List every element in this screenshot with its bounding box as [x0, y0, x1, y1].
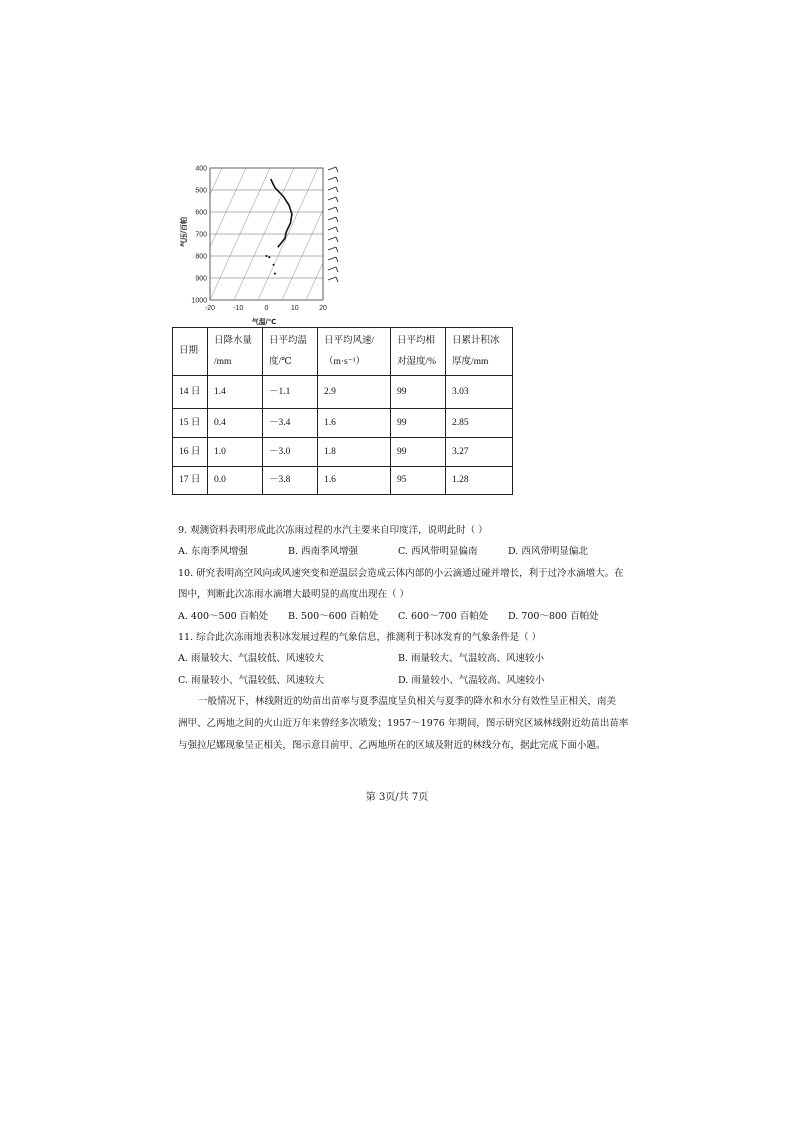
- table-cell: －3.0: [263, 438, 318, 467]
- data-dot: [268, 256, 270, 258]
- y-tick-label: 500: [195, 187, 207, 195]
- x-tick-label: -20: [204, 305, 216, 312]
- table-cell: －1.1: [263, 376, 318, 409]
- table-cell: 95: [391, 467, 446, 495]
- wind-barb: [328, 227, 338, 232]
- chart-x-ticks: [205, 305, 327, 312]
- header-cell-ice: 日累计积冰 厚度/mm: [446, 328, 513, 376]
- wind-barb: [328, 167, 338, 172]
- header-cell-date: 日期: [173, 328, 208, 376]
- table-cell: 2.9: [318, 376, 391, 409]
- table-cell: 2.85: [446, 409, 513, 438]
- table-cell: 14 日: [173, 376, 208, 409]
- table-cell: 1.0: [208, 438, 263, 467]
- table-cell: 1.4: [208, 376, 263, 409]
- table-cell: 0.0: [208, 467, 263, 495]
- question-11-option-a: A. 雨量较大、气温较低、风速较大: [178, 653, 324, 664]
- table-cell: －3.8: [263, 467, 318, 495]
- wind-barb: [328, 217, 338, 222]
- data-dot: [273, 264, 275, 266]
- wind-barbs: [266, 167, 339, 282]
- header-cell-precip: 日降水量 /mm: [208, 328, 263, 376]
- wind-barb: [328, 267, 338, 272]
- table-cell: 3.03: [446, 376, 513, 409]
- chart-x-axis-label: 气温/℃: [251, 319, 277, 326]
- wind-barb: [328, 187, 338, 192]
- x-tick-label: 20: [319, 305, 327, 312]
- y-tick-label: 800: [195, 253, 207, 261]
- wind-barb: [328, 237, 338, 242]
- passage-line-3: 与强拉尼娜现象呈正相关，图示意目前甲、乙两地所在的区域及附近的林线分布，据此完成下面小题。: [178, 740, 606, 751]
- table-cell: －3.4: [263, 409, 318, 438]
- y-tick-label: 700: [195, 231, 207, 239]
- x-tick-label: 10: [290, 305, 299, 312]
- question-11-option-c: C. 雨量较小、气温较低、风速较大: [178, 675, 324, 686]
- chart-y-axis-label: 气压/百帕: [181, 217, 188, 247]
- data-dot: [274, 273, 276, 275]
- passage-line-2: 洲甲、乙两地之间的火山近万年来曾经多次喷发；1957～1976 年期间，图示研究区域林线附近幼苗出苗率: [178, 718, 629, 729]
- question-9-option-c: C. 西风带明显偏南: [398, 546, 478, 557]
- passage-line-1: 一般情况下，林线附近的幼苗出苗率与夏季温度呈负相关与夏季的降水和水分有效性呈正相关，南美: [198, 696, 617, 707]
- header-cell-humidity: 日平均相 对湿度/%: [391, 328, 446, 376]
- wind-barb: [328, 207, 338, 212]
- table-cell: 1.28: [446, 467, 513, 495]
- question-10-option-b: B. 500～600 百帕处: [288, 611, 379, 622]
- table-cell: 99: [391, 409, 446, 438]
- table-cell: 1.6: [318, 467, 391, 495]
- table-row: [173, 438, 513, 467]
- y-tick-label: 600: [195, 209, 207, 217]
- question-9-option-d: D. 西风带明显偏北: [508, 546, 588, 557]
- question-10-option-a: A. 400～500 百帕处: [178, 611, 269, 622]
- question-10-stem-line1: 10. 研究表明高空风向或风速突变和逆温层会造成云体内部的小云滴通过碰并增长，利于过冷水滴增大。在: [178, 568, 624, 579]
- question-10-option-c: C. 600～700 百帕处: [398, 611, 489, 622]
- page-footer: 第 3页/共 7页: [365, 792, 429, 803]
- table-cell: 99: [391, 376, 446, 409]
- wind-barb: [328, 197, 338, 202]
- question-10-option-d: D. 700～800 百帕处: [508, 611, 599, 622]
- data-dot: [266, 255, 268, 257]
- weather-data-table: [172, 327, 513, 495]
- header-cell-temp: 日平均温 度/℃: [263, 328, 318, 376]
- question-9-option-a: A. 东南季风增强: [178, 546, 248, 557]
- temperature-profile-line: [271, 179, 292, 247]
- question-11-option-b: B. 雨量较大、气温较高、风速较小: [398, 653, 545, 664]
- wind-barb: [328, 177, 338, 182]
- chart-grid: [210, 168, 323, 300]
- table-row: [173, 376, 513, 409]
- table-cell: 3.27: [446, 438, 513, 467]
- wind-barb: [328, 257, 338, 262]
- wind-barb: [328, 277, 338, 282]
- x-tick-label: -10: [233, 305, 244, 312]
- wind-barb: [328, 247, 338, 252]
- table-row: [173, 409, 513, 438]
- table-cell: 15 日: [173, 409, 208, 438]
- table-cell: 1.6: [318, 409, 391, 438]
- table-row: [173, 467, 513, 495]
- y-tick-label: 900: [195, 275, 207, 283]
- table-cell: 16 日: [173, 438, 208, 467]
- table-cell: 17 日: [173, 467, 208, 495]
- table-cell: 0.4: [208, 409, 263, 438]
- question-9-option-b: B. 西南季风增强: [288, 546, 359, 557]
- y-tick-label: 1000: [191, 297, 207, 305]
- question-11-stem: 11. 综合此次冻雨地表积冰发展过程的气象信息，推测利于积冰发育的气象条件是（ ）: [178, 632, 542, 643]
- question-11-option-d: D. 雨量较小、气温较高、风速较小: [398, 675, 545, 686]
- x-tick-label: 0: [264, 305, 269, 312]
- header-cell-wind: 日平均风速/ （m·s⁻¹）: [318, 328, 391, 376]
- question-9-stem: 9. 观测资料表明形成此次冻雨过程的水汽主要来自印度洋，说明此时（ ）: [178, 525, 488, 536]
- question-10-stem-line2: 图中，判断此次冻雨水滴增大最明显的高度出现在（ ）: [178, 589, 410, 600]
- chart-y-ticks: [191, 166, 207, 305]
- table-cell: 99: [391, 438, 446, 467]
- y-tick-label: 400: [195, 165, 207, 173]
- temperature-pressure-chart: [178, 160, 348, 328]
- table-cell: 1.8: [318, 438, 391, 467]
- table-header-row: [173, 328, 513, 376]
